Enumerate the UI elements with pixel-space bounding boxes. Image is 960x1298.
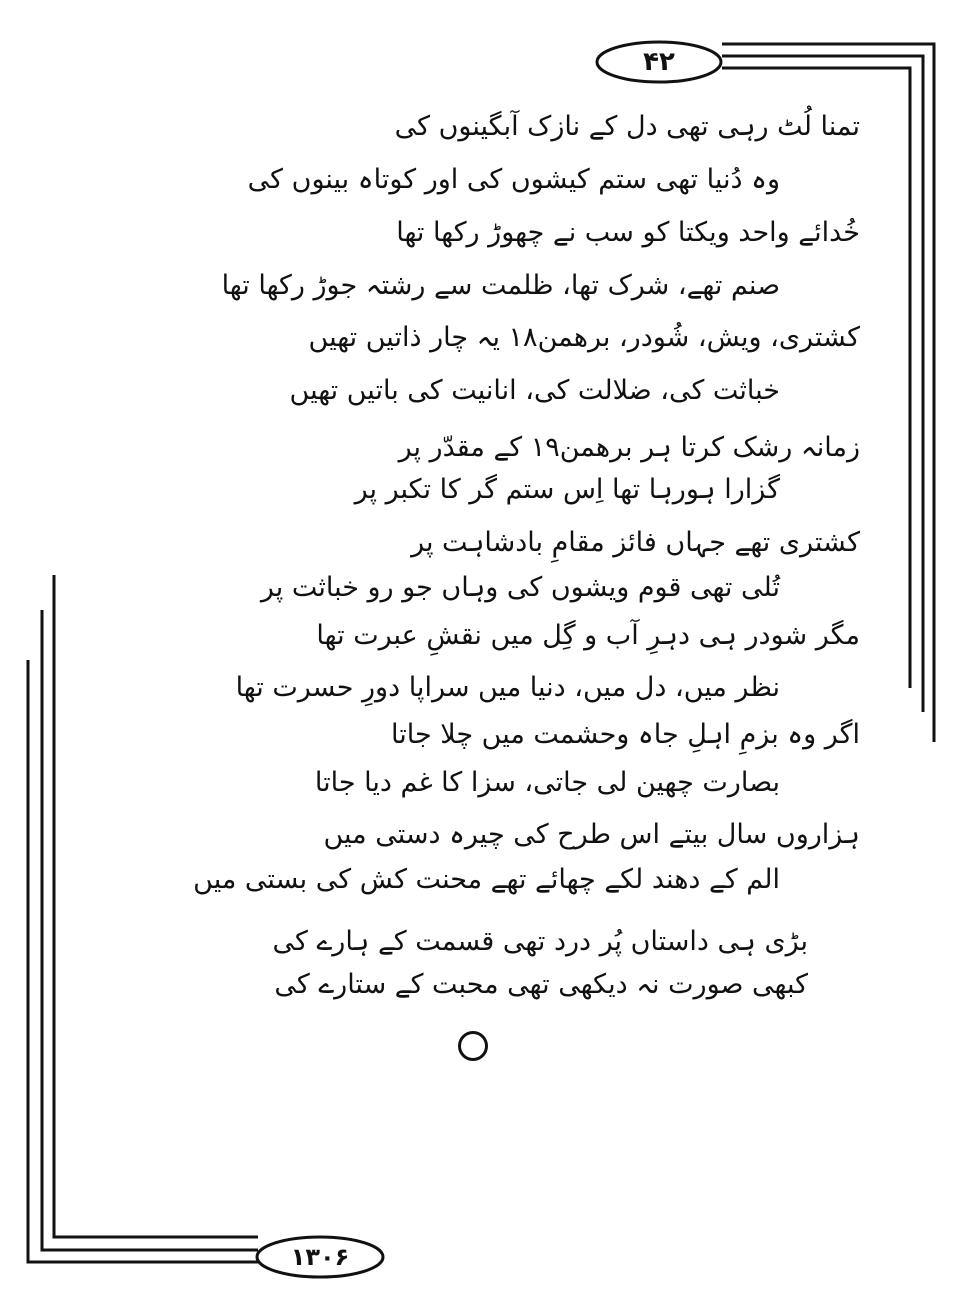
verse-line: بڑی ہی داستاں پُر درد تھی قسمت کے ہارے کی [272, 926, 808, 957]
border-bottom-outer [28, 660, 258, 1262]
page-number-top: ۴۲ [643, 47, 675, 77]
border-bottom-middle [42, 610, 258, 1250]
verse-line: کبھی صورت نہ دیکھی تھی محبت کے ستارے کی [274, 969, 808, 1000]
verse-line: صنم تھے، شرک تھا، ظلمت سے رشتہ جوڑ رکھا تھا [221, 270, 780, 301]
verse-line: کشتری، ویش، شُودر، برھمن۱۸ یہ چار ذاتیں تھیں [308, 322, 860, 353]
verse-line: نظر میں، دل میں، دنیا میں سراپا دورِ حسرت تھا [235, 672, 780, 703]
verse-line: اگر وہ بزمِ اہلِ جاہ وحشمت میں چلا جاتا [391, 719, 860, 750]
verse-line: مگر شودر ہی دہرِ آب و گِل میں نقشِ عبرت تھا [316, 620, 860, 651]
verse-line: ہزاروں سال بیتے اس طرح کی چیرہ دستی میں [323, 819, 860, 850]
verse-line: بصارت چھین لی جاتی، سزا کا غم دیا جاتا [314, 767, 780, 798]
verse-line: الم کے دھند لکے چھائے تھے محنت کش کی بستی میں [193, 864, 780, 895]
verse-line: خباثت کی، ضلالت کی، انانیت کی باتیں تھیں [289, 375, 780, 406]
end-of-poem-circle [458, 1031, 488, 1061]
verse-line: زمانہ رشک کرتا ہر برھمن۱۹ کے مقدّر پر [398, 432, 860, 463]
verse-line: گزارا ہورہا تھا اِس ستم گر کا تکبر پر [354, 474, 780, 505]
border-bottom-inner [54, 575, 258, 1237]
verse-line: کشتری تھے جہاں فائز مقامِ بادشاہت پر [411, 527, 860, 558]
verse-line: تُلی تھی قوم ویشوں کی وہاں جو رو خباثت پر [260, 572, 780, 603]
page-number-bottom: ۱۳۰۶ [290, 1243, 350, 1271]
verse-line: تمنا لُٹ رہی تھی دل کے نازک آبگینوں کی [394, 111, 860, 142]
verse-line: خُدائے واحد ویکتا کو سب نے چھوڑ رکھا تھا [396, 217, 860, 248]
verse-line: وہ دُنیا تھی ستم کیشوں کی اور کوتاہ بینوں کی [247, 164, 780, 195]
